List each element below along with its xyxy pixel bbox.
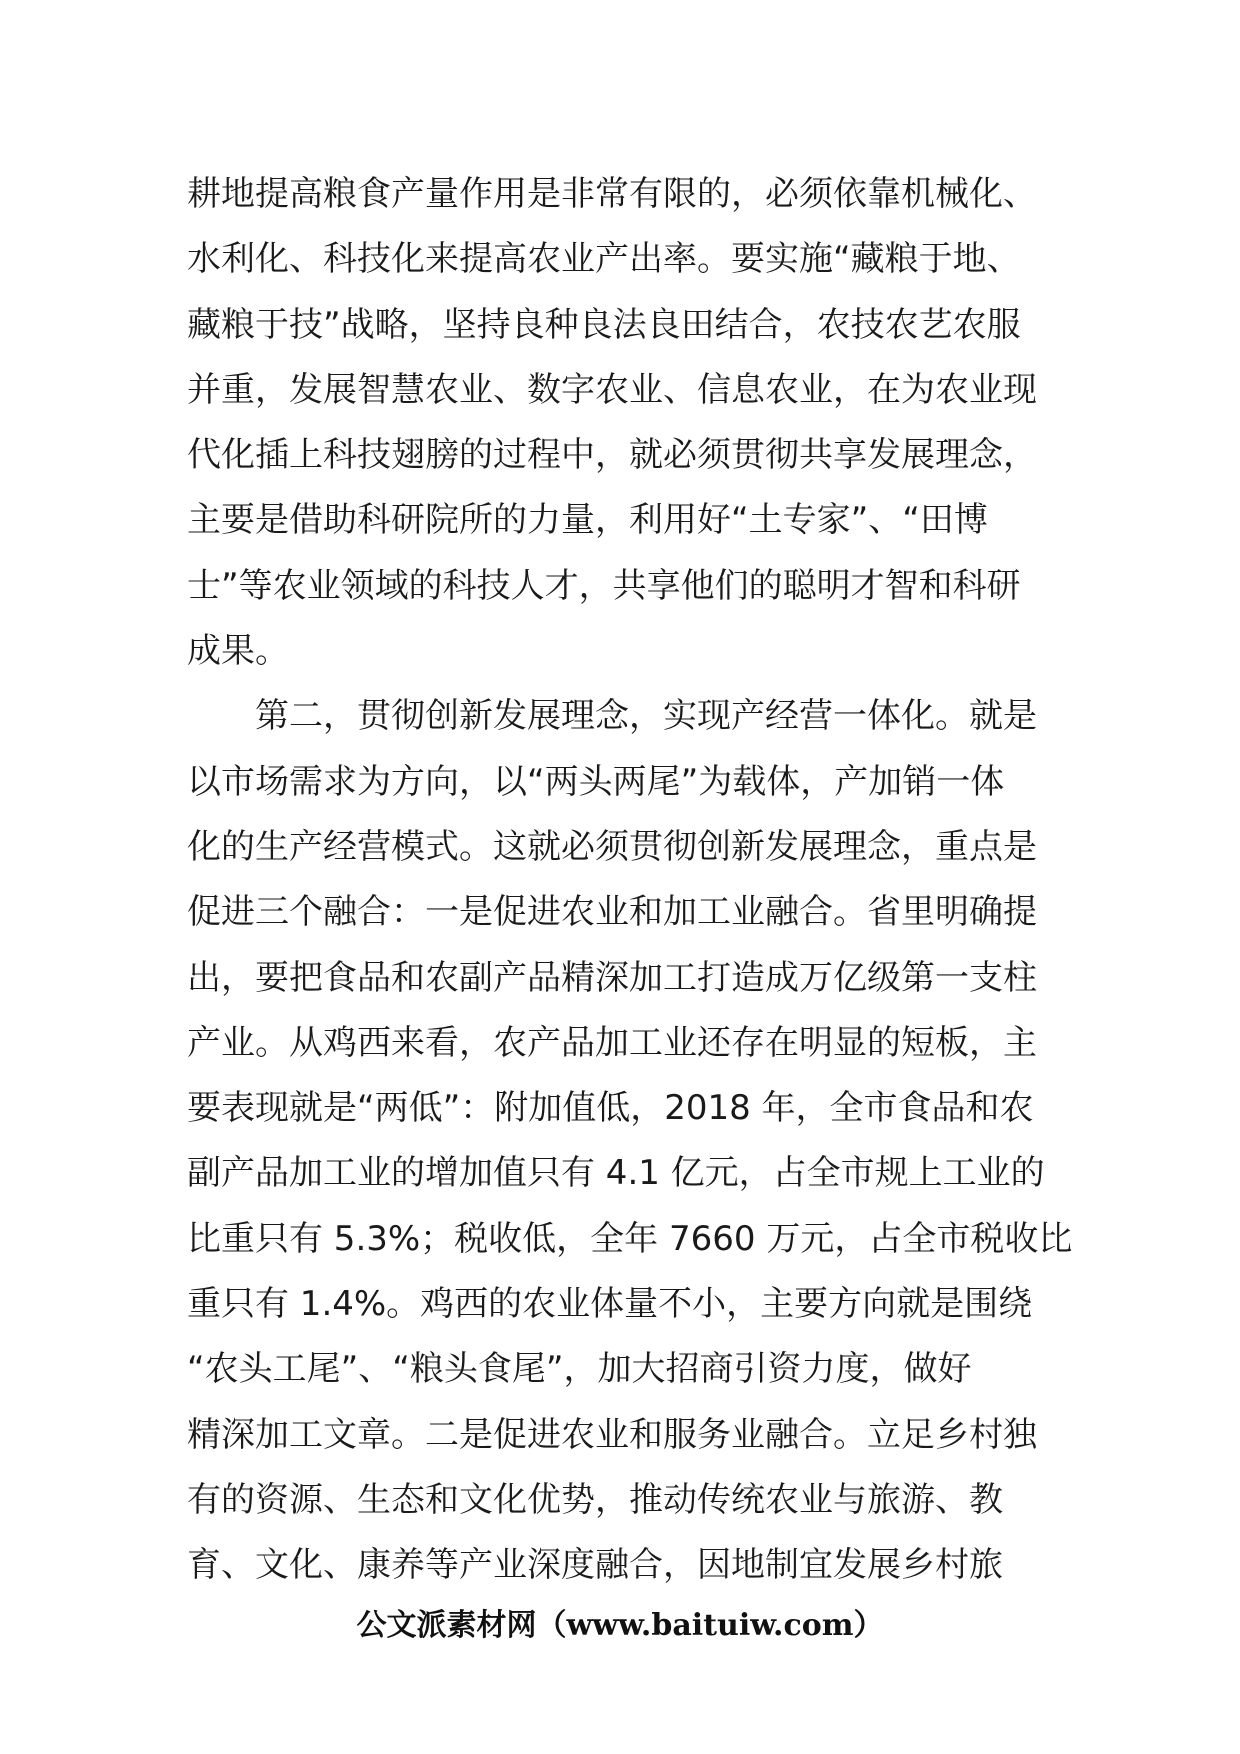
text-line: 重只有 1.4%。鸡西的农业体量不小，主要方向就是围绕 bbox=[187, 1284, 1033, 1325]
text-line: 耕地提高粮食产量作用是非常有限的，必须依靠机械化、 bbox=[187, 174, 1037, 214]
text-line: 精深加工文章。二是促进农业和服务业融合。立足乡村独 bbox=[187, 1414, 1037, 1455]
text-line: 副产品加工业的增加值只有 4.1 亿元，占全市规上工业的 bbox=[187, 1153, 1045, 1194]
text-line: 出，要把食品和农副产品精深加工打造成万亿级第一支柱 bbox=[187, 957, 1037, 998]
text-line: 以市场需求为方向，以“两头两尾”为载体，产加销一体 bbox=[187, 761, 1005, 802]
text-line: 并重，发展智慧农业、数字农业、信息农业，在为农业现 bbox=[187, 369, 1037, 410]
text-line: 有的资源、生态和文化优势，推动传统农业与旅游、教 bbox=[187, 1479, 1003, 1520]
page-footer-watermark: 公文派素材网（www.baituiw.com） bbox=[356, 1608, 884, 1643]
text-line: 藏粮于技”战略，坚持良种良法良田结合，农技农艺农服 bbox=[187, 304, 1021, 345]
text-line: 士”等农业领域的科技人才，共享他们的聪明才智和科研 bbox=[187, 565, 1021, 606]
text-line: 代化插上科技翅膀的过程中，就必须贯彻共享发展理念， bbox=[187, 435, 1037, 476]
text-line: 产业。从鸡西来看，农产品加工业还存在明显的短板，主 bbox=[187, 1022, 1037, 1063]
text-line: 比重只有 5.3%；税收低，全年 7660 万元，占全市税收比 bbox=[187, 1218, 1073, 1259]
text-line: 育、文化、康养等产业深度融合，因地制宜发展乡村旅 bbox=[187, 1545, 1003, 1586]
text-line: 第二，贯彻创新发展理念，实现产经营一体化。就是 bbox=[187, 696, 1037, 737]
text-line: 化的生产经营模式。这就必须贯彻创新发展理念，重点是 bbox=[187, 826, 1037, 867]
body-text bbox=[187, 162, 1073, 1599]
text-line: “农头工尾”、“粮头食尾”，加大招商引资力度，做好 bbox=[187, 1349, 972, 1390]
text-line: 要表现就是“两低”：附加值低，2018 年，全市食品和农 bbox=[187, 1088, 1034, 1129]
text-line: 水利化、科技化来提高农业产出率。要实施“藏粮于地、 bbox=[187, 239, 1021, 280]
text-line: 主要是借助科研院所的力量，利用好“土专家”、“田博 bbox=[187, 500, 988, 541]
text-line: 成果。 bbox=[187, 631, 289, 672]
text-line: 促进三个融合：一是促进农业和加工业融合。省里明确提 bbox=[187, 892, 1037, 933]
